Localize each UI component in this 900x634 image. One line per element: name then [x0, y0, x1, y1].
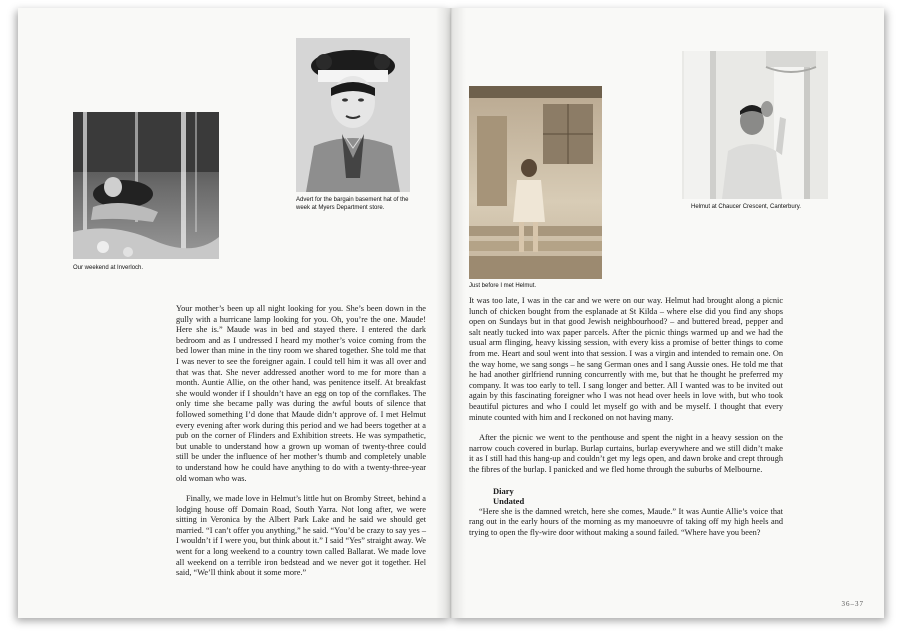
right-body-text: [469, 296, 783, 538]
photo-before-helmut: [469, 86, 602, 279]
left-paragraph-2: Finally, we made love in Helmut’s little hut on Bromby Street, behind a lodging house off Domain Road, South Yarra. Not long after, we were sitting in Veronica by the Albert Park Lake and he said we should get married. “I can’t offer you anything,” he said. “You’d be crazy to say yes – I wouldn’t if I were you, but think about it.” I said “Yes” straight away. We went for a long weekend to a country town called Ballarat. We made love all weekend on a terrible iron bedstead and we never got it together. Hel said, “We’ll think about it some more.”: [176, 494, 426, 578]
caption-before-helmut: Just before I met Helmut.: [469, 283, 537, 289]
page-number: 36–37: [841, 600, 864, 608]
left-paragraph-1: Your mother’s been up all night looking for you. She’s been down in the gully with a hurricane lamp looking for you. Oh, you’re the one. Maude! Here she is.” Maude was in bed and stayed there. I entered the dark bedroom and as I undressed I heard my mother’s voice coming from the bed lower than mine in the tiny room we shared together. She told me that I was never to see the foreigner again. I could tell him it was all over and that was that. She never addressed another word to me for more than a month. Auntie Allie, on the other hand, was penitence itself. At breakfast she would wonder if I shouldn’t have an egg on top of the cornflakes. The only time she became pally was during the awful bouts of silence that followed something I’d done that Maude didn’t approve of. I met Helmut every evening after work during this period and we had beers together at a pub on the corner of Flinders and Exhibition streets. He was sympathetic, but unable to understand how a grown up woman of twenty-three could still be under the influence of her mother’s thumb and completely unable to understand how he could have anything to do with a twenty-three-year old woman who was.: [176, 304, 426, 483]
caption-advert: Advert for the bargain basement hat of the week at Myers Department store.: [296, 197, 409, 211]
diary-paragraph: “Here she is the damned wretch, here she comes, Maude.” It was Auntie Allie’s voice that rang out in the early hours of the morning as my manoeuvre of taking off my high heels and trying to open the fly-wire door without making a sound failed. “Where have you been?: [469, 506, 783, 537]
caption-weekend: Our weekend at Inverloch.: [73, 265, 144, 271]
caption-chaucer: Helmut at Chaucer Crescent, Canterbury.: [691, 204, 801, 210]
book-spread: [18, 8, 884, 620]
right-paragraph-1: It was too late, I was in the car and we were on our way. Helmut had brought along a picnic lunch of chicken bought from the esplanade at St Kilda – where else did you find any shops open on Sundays but in that good Jewish neighbourhood? – and buttered bread, pepper and salt neatly tucked into wax paper parcels. After the picnic things warmed up and we had the usual arm flinging, heavy kissing session, with every kiss a promise of better things to come from me. Heart and soul went into that session. I was a virgin and intended to remain one. On the way home, we sang songs – he sang German ones and I sang Aussie ones. He told me that he had another girlfriend running concurrently with me, but that he thought he preferred my company. It was too early to tell. I sang longer and better. All I wanted was to be invited out again by this fascinating foreigner who I was not head over heels in love with, but who took beautiful pictures and who I could let myself go with and be myself. I thought that every minute counted with him and I reckoned on not having many.: [469, 296, 783, 422]
photo-chaucer-crescent: [682, 51, 828, 199]
book-gutter: [436, 8, 466, 618]
left-page: [18, 8, 451, 618]
diary-subtitle: Undated: [493, 496, 525, 507]
photo-weekend-inverloch: [73, 112, 219, 259]
right-paragraph-2: After the picnic we went to the penthouse and spent the night in a heavy session on the narrow couch covered in burlap. Burlap curtains, burlap everywhere and we still didn’t make it as I still had this hang-up and couldn’t get my legs open, and dawn broke and crept through the fibres of the burlap. I panicked and we fled home through the suburbs of Melbourne.: [469, 433, 783, 474]
left-body-text: [176, 304, 426, 589]
right-page: [451, 8, 884, 618]
photo-advert-hat: [296, 38, 410, 192]
diary-title: Diary: [493, 485, 514, 496]
